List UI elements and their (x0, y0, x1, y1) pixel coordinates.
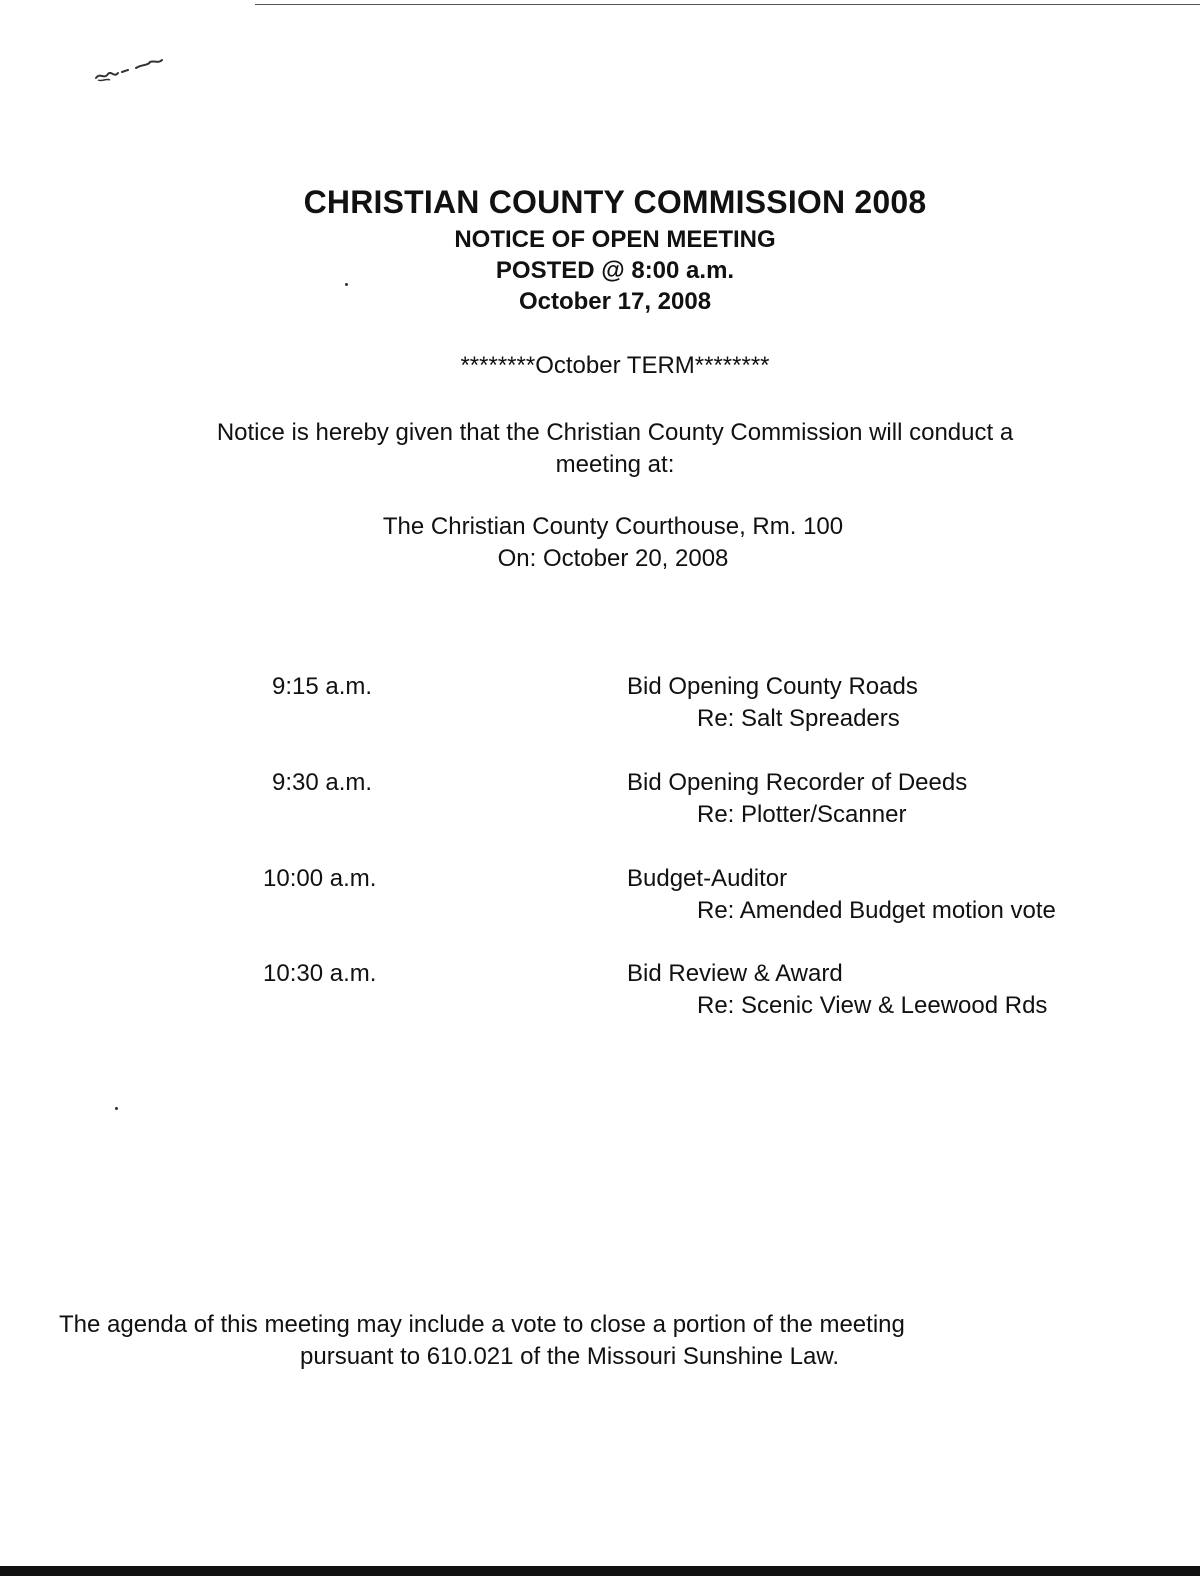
notice-type: NOTICE OF OPEN MEETING (454, 226, 776, 253)
posted-date: October 17, 2008 (518, 288, 712, 315)
agenda-item-re: Re: Plotter/Scanner (697, 801, 907, 828)
meeting-location (0, 511, 1200, 575)
agenda-time: 9:30 a.m. (272, 769, 373, 796)
notice-line: Notice is hereby given that the Christian County Commission will conduct a (216, 419, 1014, 446)
top-scan-edge-line (255, 4, 1200, 5)
agenda-time: 10:00 a.m. (263, 865, 377, 892)
handwritten-mark (92, 56, 172, 86)
sunshine-law-notice-line: pursuant to 610.021 of the Missouri Sunshine Law. (300, 1343, 840, 1370)
term-heading: ********October TERM******** (460, 352, 770, 379)
notice-line: meeting at: (555, 451, 675, 478)
posted-time: POSTED @ 8:00 a.m. (495, 257, 735, 284)
agenda-time: 9:15 a.m. (272, 673, 373, 700)
meeting-place: The Christian County Courthouse, Rm. 100 (382, 513, 844, 540)
agenda-item-title: Bid Opening Recorder of Deeds (627, 769, 968, 796)
document-title: CHRISTIAN COUNTY COMMISSION 2008 (303, 184, 927, 220)
agenda-item-re: Re: Scenic View & Leewood Rds (697, 992, 1048, 1019)
meeting-date: On: October 20, 2008 (497, 545, 729, 572)
notice-paragraph (130, 417, 1100, 481)
agenda-time: 10:30 a.m. (263, 960, 377, 987)
agenda-item-title: Bid Opening County Roads (627, 673, 918, 700)
sunshine-law-notice-line: The agenda of this meeting may include a vote to close a portion of the meeting (59, 1311, 905, 1338)
bottom-scan-edge-bar (0, 1566, 1200, 1576)
agenda-item-re: Re: Amended Budget motion vote (697, 897, 1056, 924)
scan-speck (115, 1107, 118, 1110)
agenda-item-title: Budget-Auditor (627, 865, 788, 892)
agenda-item-re: Re: Salt Spreaders (697, 705, 900, 732)
agenda-item-title: Bid Review & Award (627, 960, 843, 987)
